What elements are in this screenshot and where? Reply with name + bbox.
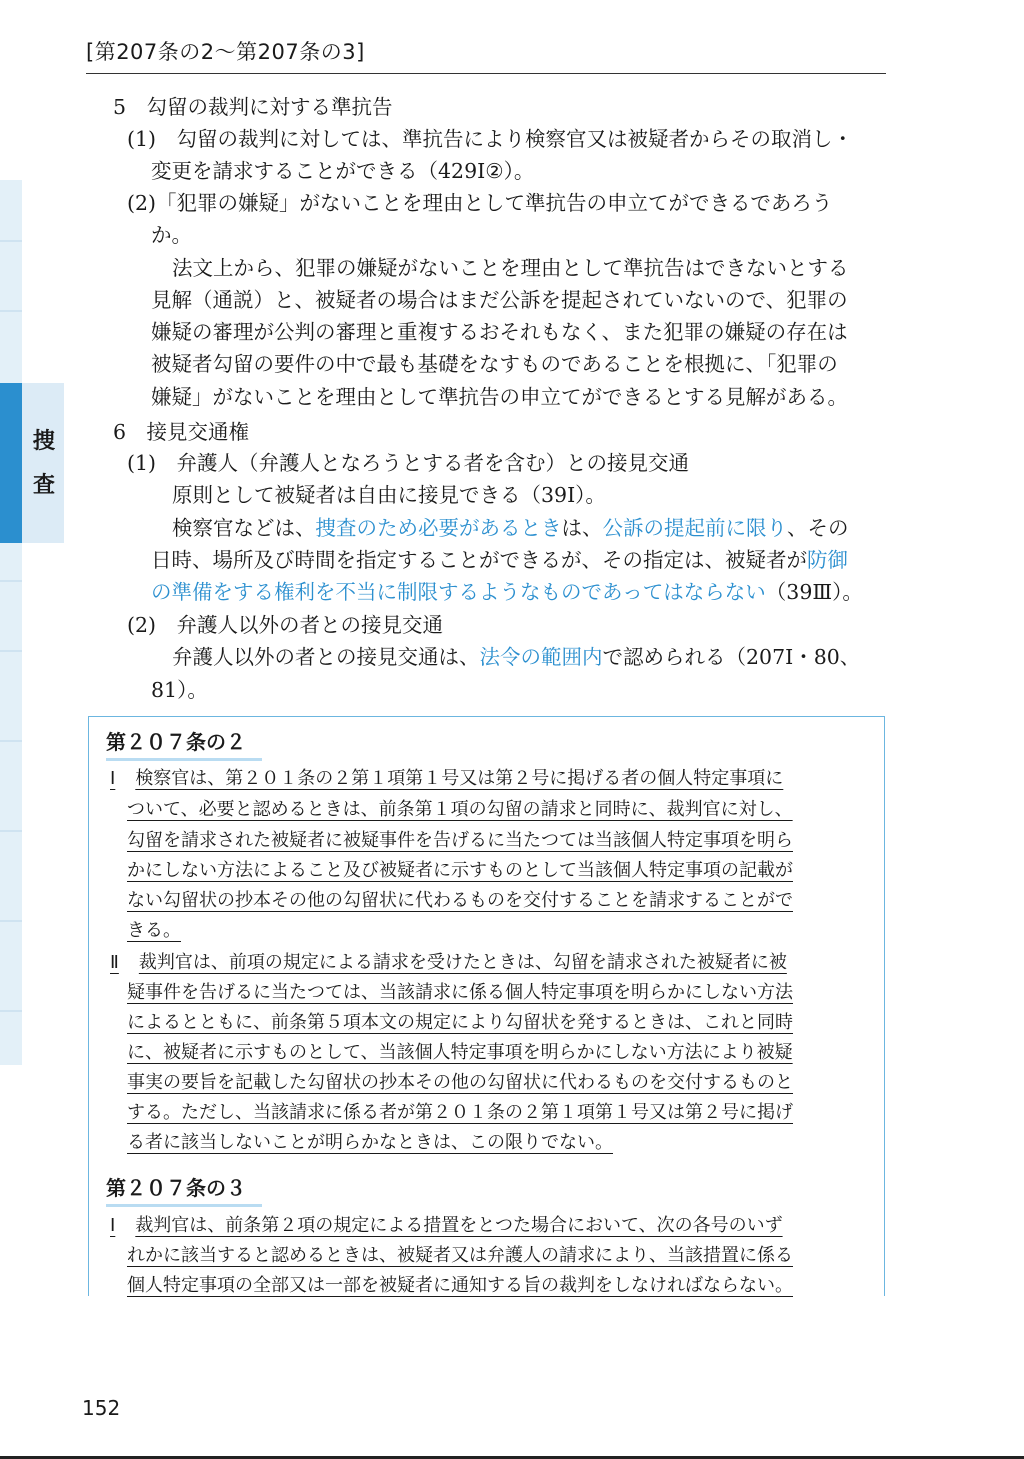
- text-run: 、その: [787, 516, 849, 540]
- text-line: 変更を請求することができる（429Ⅰ②）。: [151, 159, 535, 183]
- text-line: (2) 弁護人以外の者との接見交通: [127, 613, 444, 637]
- article-text: に、被疑者に示すものとして、当該個人特定事項を明らかにしない方法により被疑: [127, 1042, 793, 1063]
- highlighted-phrase: 防御: [807, 548, 848, 572]
- text-line: 法文上から、犯罪の嫌疑がないことを理由として準抗告はできないとする: [172, 256, 849, 280]
- page-number: 152: [82, 1396, 121, 1420]
- article-line: [127, 918, 181, 948]
- paragraph-label: Ⅱ: [110, 952, 119, 973]
- text-line: [151, 546, 848, 574]
- text-line: 被疑者勾留の要件の中で最も基礎をなすものであることを根拠に、「犯罪の: [151, 352, 838, 376]
- chapter-tab-char: 捜: [32, 429, 55, 454]
- text-run: 検察官などは、: [172, 516, 316, 540]
- section-heading: 6 接見交通権: [113, 420, 250, 444]
- article-text: 個人特定事項の全部又は一部を被疑者に通知する旨の裁判をしなければならない。: [127, 1275, 793, 1296]
- article-line: [110, 766, 783, 796]
- text-line: 原則として被疑者は自由に接見できる（39Ⅰ）。: [172, 483, 606, 507]
- article-text: きる。: [127, 920, 181, 941]
- article-text: ついて、必要と認めるときは、前条第１項の勾留の請求と同時に、裁判官に対し、: [127, 799, 793, 820]
- text-line: 嫌疑の審理が公判の審理と重複するおそれもなく、また犯罪の嫌疑の存在は: [151, 320, 848, 344]
- article-line: [127, 1273, 793, 1303]
- article-line: [127, 797, 793, 827]
- article-text: れかに該当すると認めるときは、被疑者又は弁護人の請求により、当該措置に係る: [127, 1245, 793, 1266]
- article-text: る者に該当しないことが明らかなときは、この限りでない。: [127, 1132, 613, 1153]
- article-line: [127, 1100, 793, 1130]
- highlighted-phrase: 法令の範囲内: [479, 645, 603, 669]
- article-line: [127, 828, 793, 858]
- text-run: 日時、場所及び時間を指定することができるが、その指定は、被疑者が: [151, 548, 807, 572]
- section-heading: 5 勾留の裁判に対する準抗告: [113, 95, 393, 119]
- article-text: 疑事件を告げるに当たつては、当該請求に係る個人特定事項を明らかにしない方法: [127, 982, 793, 1003]
- article-line: [127, 980, 793, 1010]
- chapter-tab: [29, 420, 59, 508]
- highlighted-phrase: の準備をする権利を不当に制限するようなものであってはならない: [151, 580, 766, 604]
- paragraph-label: Ⅰ: [110, 768, 116, 789]
- article-line: [127, 858, 793, 888]
- text-line: (2)「犯罪の嫌疑」がないことを理由として準抗告の申立てができるであろう: [127, 191, 833, 215]
- text-line: 81）。: [151, 678, 208, 702]
- text-line: か。: [151, 223, 192, 247]
- article-text: 検察官は、第２０１条の２第１項第１号又は第２号に掲げる者の個人特定事項に: [135, 768, 784, 789]
- article-text: 勾留を請求された被疑者に被疑事件を告げるに当たつては当該個人特定事項を明ら: [127, 830, 793, 851]
- article-text: 事実の要旨を記載した勾留状の抄本その他の勾留状に代わるものを交付するものと: [127, 1072, 793, 1093]
- text-line: (1) 弁護人（弁護人となろうとする者を含む）との接見交通: [127, 451, 690, 475]
- text-line: (1) 勾留の裁判に対しては、準抗告により検察官又は被疑者からその取消し・: [127, 127, 854, 151]
- article-text: によるとともに、前条第５項本文の規定により勾留状を発するときは、これと同時: [127, 1012, 793, 1033]
- article-title-underline: [106, 758, 262, 761]
- running-header: [第207条の2～第207条の3]: [86, 40, 365, 64]
- article-text: する。ただし、当該請求に係る者が第２０１条の２第１項第１号又は第２号に掲げ: [127, 1102, 793, 1123]
- article-line: [110, 1213, 783, 1243]
- article-line: [127, 1070, 793, 1100]
- highlighted-phrase: 公訴の提起前に限り: [602, 516, 787, 540]
- side-strip: [0, 180, 22, 1065]
- text-run: で認められる（207Ⅰ・80、: [602, 645, 861, 669]
- article-title-underline: [106, 1204, 262, 1207]
- text-line: 嫌疑」がないことを理由として準抗告の申立てができるとする見解がある。: [151, 385, 848, 409]
- text-line: 見解（通説）と、被疑者の場合はまだ公訴を提起されていないので、犯罪の: [151, 288, 848, 312]
- text-line: [172, 514, 849, 542]
- article-title: 第２０７条の２: [106, 730, 246, 754]
- text-run: は、: [561, 516, 603, 540]
- text-line: [172, 643, 860, 671]
- article-line: [127, 1040, 793, 1070]
- article-text: ない勾留状の抄本その他の勾留状に代わるものを交付することを請求することがで: [127, 890, 793, 911]
- article-line: [127, 888, 793, 918]
- article-text: 裁判官は、前条第２項の規定による措置をとつた場合において、次の各号のいず: [135, 1215, 783, 1236]
- article-line: [110, 950, 787, 980]
- chapter-tab-char: 査: [32, 473, 55, 498]
- text-run: 弁護人以外の者との接見交通は、: [172, 645, 480, 669]
- text-line: [151, 578, 863, 606]
- article-line: [127, 1130, 613, 1160]
- article-text: かにしない方法によること及び被疑者に示すものとして当該個人特定事項の記載が: [127, 860, 793, 881]
- text-run: （39Ⅲ）。: [765, 580, 863, 604]
- chapter-tab-accent: [0, 383, 22, 543]
- article-title: 第２０７条の３: [106, 1176, 246, 1200]
- header-rule: [86, 73, 886, 74]
- highlighted-phrase: 捜査のため必要があるとき: [315, 516, 562, 540]
- article-text: 裁判官は、前項の規定による請求を受けたときは、勾留を請求された被疑者に被: [138, 952, 787, 973]
- paragraph-label: Ⅰ: [110, 1215, 116, 1236]
- article-line: [127, 1243, 793, 1273]
- article-line: [127, 1010, 793, 1040]
